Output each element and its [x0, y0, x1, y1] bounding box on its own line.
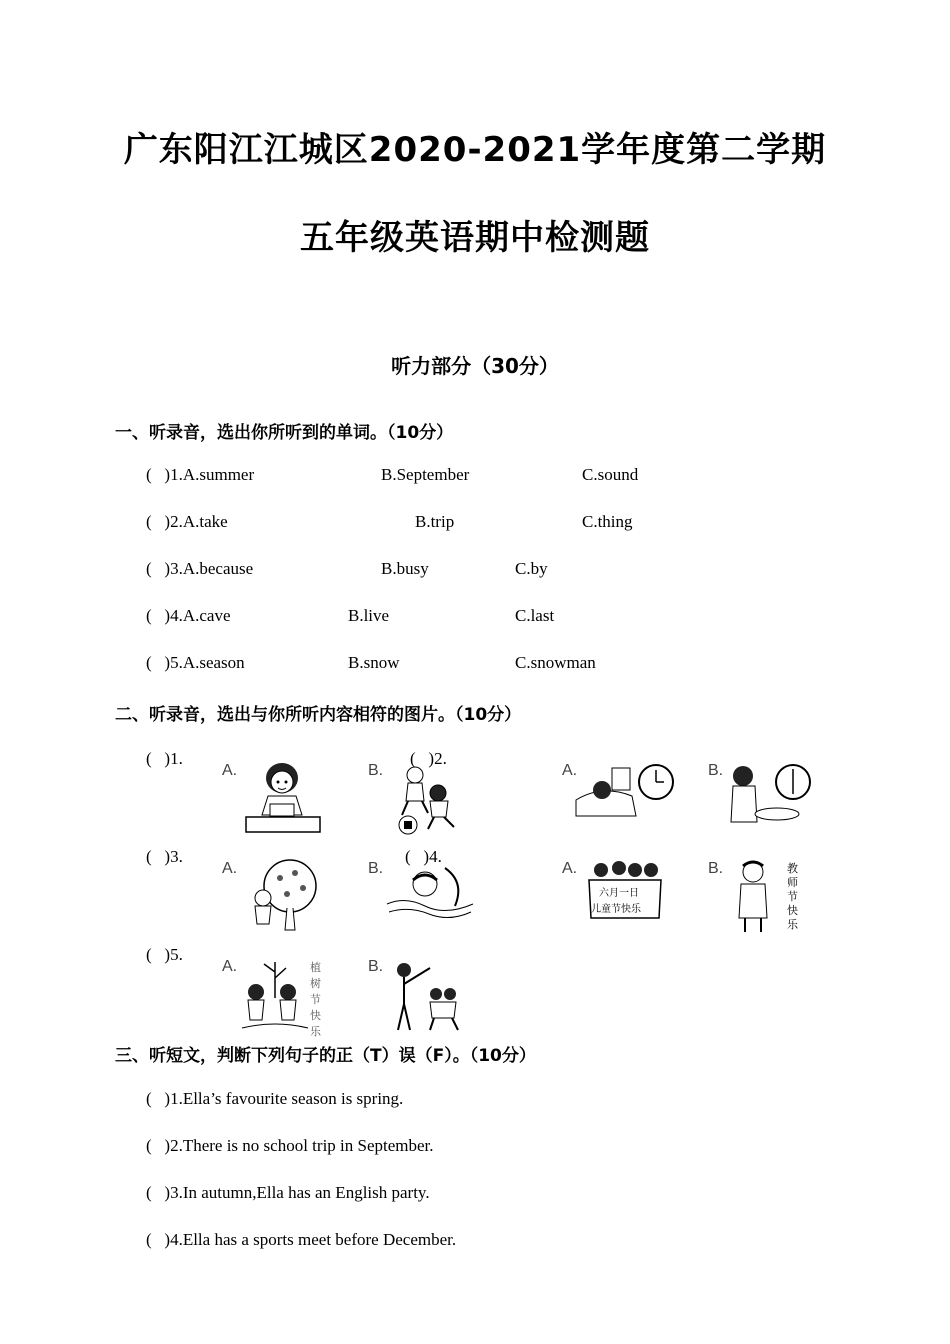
- s2-q2-label-a: A.: [562, 762, 578, 779]
- s1-q2-b: B.trip: [415, 512, 455, 531]
- s2-q4-label-a: A.: [562, 860, 578, 877]
- apple-tree-picture: [245, 858, 325, 933]
- s1-q5: ( )5.A.season: [146, 653, 245, 672]
- section3-heading: 三、听短文，判断下列句子的正（T）误（F）。（10分）: [115, 1046, 536, 1066]
- s3-q1: ( )1.Ella’s favourite season is spring.: [146, 1089, 404, 1108]
- s2-q2-label-b: B.: [708, 762, 724, 779]
- childrens-day-picture: [585, 860, 665, 926]
- childrens-day-banner-bottom: 儿童节快乐: [591, 904, 641, 915]
- s2-q3-label-b: B.: [368, 860, 384, 877]
- s2-q4-label-b: B.: [708, 860, 724, 877]
- section1-heading: 一、听录音，选出你所听到的单词。（10分）: [115, 423, 454, 443]
- s2-q2: ( )2.: [410, 749, 447, 768]
- title-line-2: 五年级英语期中检测题: [300, 218, 650, 258]
- teachers-day-picture: [735, 858, 798, 934]
- part-title: 听力部分（30分）: [391, 354, 559, 378]
- childrens-day-banner-top: 六月一日: [599, 888, 639, 899]
- s3-q4: ( )4.Ella has a sports meet before December.: [146, 1230, 457, 1249]
- s2-q3: ( )3.: [146, 847, 183, 866]
- s1-q3: ( )3.A.because: [146, 559, 254, 578]
- s1-q2-c: C.thing: [582, 512, 633, 531]
- s1-q3-b: B.busy: [381, 559, 429, 578]
- s2-q3-label-a: A.: [222, 860, 238, 877]
- girl-eating-clock-picture: [725, 762, 815, 832]
- s1-q4: ( )4.A.cave: [146, 606, 231, 625]
- tree-planting-picture: [240, 958, 321, 1038]
- boys-football-picture: [390, 765, 465, 837]
- girl-writing-picture: [240, 760, 325, 835]
- s1-q4-b: B.live: [348, 606, 390, 625]
- s2-q5-label-b: B.: [368, 958, 384, 975]
- title-line-1: 广东阳江江城区2020-2021学年度第二学期: [123, 130, 827, 170]
- s1-q5-c: C.snowman: [515, 653, 596, 672]
- s2-q1-label-b: B.: [368, 762, 384, 779]
- s2-q4: ( )4.: [405, 847, 442, 866]
- s2-q1-label-a: A.: [222, 762, 238, 779]
- s1-q5-b: B.snow: [348, 653, 400, 672]
- teachers-day-text: 教师节快乐: [787, 862, 798, 931]
- dancing-picture: [390, 960, 470, 1032]
- section2-heading: 二、听录音，选出与你所听内容相符的图片。（10分）: [115, 705, 522, 725]
- s1-q1-b: B.September: [381, 465, 470, 484]
- s3-q2: ( )2.There is no school trip in September.: [146, 1136, 434, 1155]
- swimming-picture: [385, 862, 475, 924]
- boy-sleeping-clock-picture: [572, 760, 677, 820]
- tree-day-text: 植树节快乐: [310, 961, 321, 1038]
- s1-q2: ( )2.A.take: [146, 512, 228, 531]
- s1-q1: ( )1.A.summer: [146, 465, 255, 484]
- s1-q3-c: C.by: [515, 559, 548, 578]
- s3-q3: ( )3.In autumn,Ella has an English party.: [146, 1183, 430, 1202]
- s2-q1: ( )1.: [146, 749, 183, 768]
- s2-q5: ( )5.: [146, 945, 183, 964]
- s1-q4-c: C.last: [515, 606, 555, 625]
- s1-q1-c: C.sound: [582, 465, 639, 484]
- s2-q5-label-a: A.: [222, 958, 238, 975]
